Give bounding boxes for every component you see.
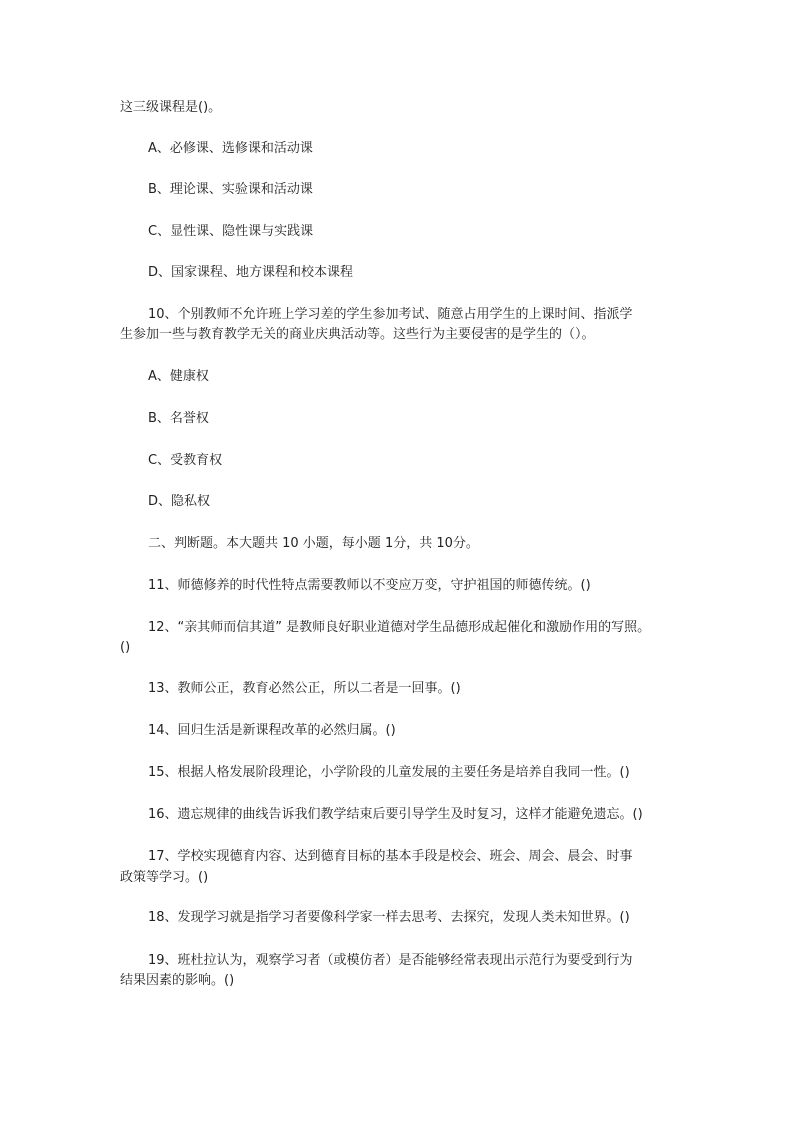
question-17-cont: 政策等学习。() — [120, 870, 209, 885]
question-13: 13、教师公正，教育必然公正，所以二者是一回事。() — [148, 681, 461, 696]
q9-option-d: D、国家课程、地方课程和校本课程 — [148, 265, 354, 280]
question-17: 17、学校实现德育内容、达到德育目标的基本手段是校会、班会、周会、晨会、时事 — [148, 849, 633, 864]
q10-option-a: A、健康权 — [148, 369, 209, 384]
section-heading-judgment: 二、判断题。本大题共 10 小题，每小题 1分，共 10分。 — [148, 536, 479, 551]
question-19-cont: 结果因素的影响。() — [120, 973, 235, 988]
question-18: 18、发现学习就是指学习者要像科学家一样去思考、去探究，发现人类未知世界。() — [148, 910, 630, 925]
question-14: 14、回归生活是新课程改革的必然归属。() — [148, 723, 396, 738]
q10-option-c: C、受教育权 — [148, 453, 223, 468]
question-11: 11、师德修养的时代性特点需要教师以不变应万变，守护祖国的师德传统。() — [148, 578, 591, 593]
question-19: 19、班杜拉认为，观察学习者（或模仿者）是否能够经常表现出示范行为要受到行为 — [148, 953, 633, 968]
q9-option-a: A、必修课、选修课和活动课 — [148, 141, 313, 156]
question-12: 12、“亲其师而信其道” 是教师良好职业道德对学生品德形成起催化和激励作用的写照。 — [148, 620, 651, 635]
question-10-stem: 10、个别教师不允许班上学习差的学生参加考试、随意占用学生的上课时间、指派学 — [148, 307, 633, 322]
question-16: 16、遗忘规律的曲线告诉我们教学结束后要引导学生及时复习，这样才能避免遗忘。() — [148, 807, 643, 822]
question-10-stem-cont: 生参加一些与教育教学无关的商业庆典活动等。这些行为主要侵害的是学生的（）。 — [120, 327, 595, 342]
question-9-stem-end: 这三级课程是()。 — [120, 100, 222, 115]
q10-option-b: B、名誉权 — [148, 411, 209, 426]
question-15: 15、根据人格发展阶段理论，小学阶段的儿童发展的主要任务是培养自我同一性。() — [148, 765, 630, 780]
q9-option-c: C、显性课、隐性课与实践课 — [148, 224, 314, 239]
q10-option-d: D、隐私权 — [148, 494, 211, 509]
q9-option-b: B、理论课、实验课和活动课 — [148, 182, 313, 197]
question-12-cont: () — [120, 640, 131, 655]
